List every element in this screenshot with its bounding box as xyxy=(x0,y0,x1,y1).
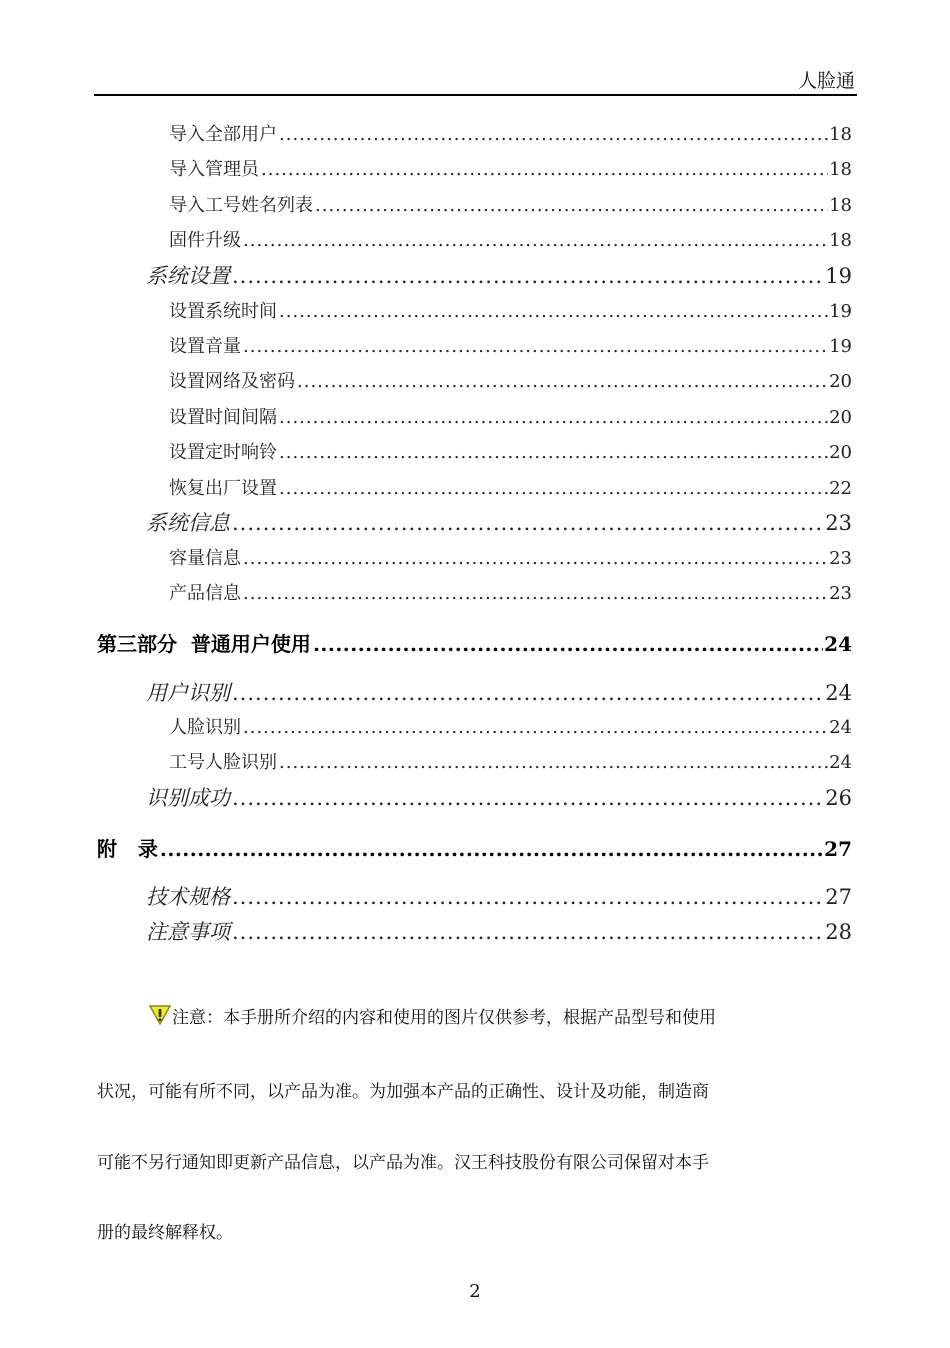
toc-section-label: 系统设置 xyxy=(146,264,230,288)
toc-entry[interactable] xyxy=(0,226,950,252)
toc-entry-label: 产品信息 xyxy=(169,583,241,604)
toc-entry-label: 导入工号姓名列表 xyxy=(169,195,313,216)
toc-entry[interactable] xyxy=(0,438,950,464)
toc-leader-dots xyxy=(243,583,828,604)
notice-line xyxy=(97,1148,709,1173)
toc-leader-dots xyxy=(279,442,828,463)
toc-entry[interactable] xyxy=(0,120,950,146)
toc-section-page: 24 xyxy=(825,681,852,705)
toc-entry[interactable] xyxy=(0,544,950,570)
toc-entry-label: 设置时间间隔 xyxy=(169,407,277,428)
notice-line xyxy=(97,1077,709,1102)
toc-entry-page: 22 xyxy=(829,478,852,499)
toc-leader-dots xyxy=(232,681,824,705)
toc-entry-label: 导入管理员 xyxy=(169,159,259,180)
toc-chapter[interactable] xyxy=(0,833,950,862)
toc-leader-dots xyxy=(232,885,824,909)
toc-chapter[interactable] xyxy=(0,628,950,657)
toc-entry-label: 设置网络及密码 xyxy=(169,371,295,392)
toc-entry-page: 20 xyxy=(829,442,852,463)
toc-entry-label: 设置音量 xyxy=(169,336,241,357)
toc-entry-label: 设置定时响铃 xyxy=(169,442,277,463)
toc-section-label: 用户识别 xyxy=(146,681,230,705)
toc-entry[interactable] xyxy=(0,191,950,217)
toc-leader-dots xyxy=(279,752,828,773)
toc-entry-page: 24 xyxy=(829,752,852,773)
warning-icon xyxy=(149,1004,171,1026)
toc-entry-page: 18 xyxy=(829,230,852,251)
toc-entry-label: 容量信息 xyxy=(169,548,241,569)
toc-leader-dots xyxy=(232,511,824,535)
toc-entry-page: 20 xyxy=(829,371,852,392)
toc-entry-page: 24 xyxy=(829,717,852,738)
toc-leader-dots xyxy=(315,195,828,216)
toc-leader-dots xyxy=(160,837,823,861)
toc-section[interactable] xyxy=(0,916,950,946)
toc-entry-page: 19 xyxy=(829,301,852,322)
toc-entry-page: 18 xyxy=(829,124,852,145)
toc-entry[interactable] xyxy=(0,403,950,429)
toc-entry[interactable] xyxy=(0,367,950,393)
toc-section[interactable] xyxy=(0,507,950,537)
toc-entry[interactable] xyxy=(0,474,950,500)
toc-leader-dots xyxy=(232,920,824,944)
toc-entry-label: 人脸识别 xyxy=(169,717,241,738)
toc-leader-dots xyxy=(279,301,828,322)
toc-leader-dots xyxy=(243,336,828,357)
toc-entry[interactable] xyxy=(0,297,950,323)
toc-entry-label: 工号人脸识别 xyxy=(169,752,277,773)
toc-entry-page: 23 xyxy=(829,583,852,604)
notice-line xyxy=(149,1003,716,1028)
page-number: 2 xyxy=(469,1281,481,1302)
toc-section-page: 26 xyxy=(825,786,852,810)
toc-leader-dots xyxy=(313,632,823,656)
notice-text-line: 可能不另行通知即更新产品信息，以产品为准。汉王科技股份有限公司保留对本手 xyxy=(97,1153,709,1173)
toc-section-label: 系统信息 xyxy=(146,511,230,535)
toc-section-page: 28 xyxy=(825,920,852,944)
toc-leader-dots xyxy=(243,717,828,738)
toc-section[interactable] xyxy=(0,782,950,812)
toc-chapter-page: 24 xyxy=(824,632,852,656)
toc-chapter-label: 第三部分 普通用户使用 xyxy=(97,632,311,656)
toc-leader-dots xyxy=(232,264,824,288)
toc-section-page: 23 xyxy=(825,511,852,535)
toc-section-label: 注意事项 xyxy=(146,920,230,944)
toc-entry[interactable] xyxy=(0,713,950,739)
toc-entry[interactable] xyxy=(0,332,950,358)
toc-section-label: 识别成功 xyxy=(146,786,230,810)
toc-entry-page: 23 xyxy=(829,548,852,569)
header-title: 人脸通 xyxy=(797,70,855,92)
toc-entry-page: 19 xyxy=(829,336,852,357)
notice-text-line: 状况，可能有所不同，以产品为准。为加强本产品的正确性、设计及功能，制造商 xyxy=(97,1082,709,1102)
toc-section[interactable] xyxy=(0,260,950,290)
toc-section-page: 27 xyxy=(825,885,852,909)
toc-entry[interactable] xyxy=(0,579,950,605)
toc-section-label: 技术规格 xyxy=(146,885,230,909)
notice-line xyxy=(97,1218,233,1243)
toc-leader-dots xyxy=(232,786,824,810)
toc-section-page: 19 xyxy=(825,264,852,288)
toc-leader-dots xyxy=(243,230,828,251)
toc-leader-dots xyxy=(297,371,828,392)
notice-text-line: 册的最终解释权。 xyxy=(97,1223,233,1243)
toc-chapter-page: 27 xyxy=(824,837,852,861)
toc-section[interactable] xyxy=(0,677,950,707)
toc-entry-label: 导入全部用户 xyxy=(169,124,277,145)
toc-chapter-label: 附 录 xyxy=(97,837,158,861)
toc-leader-dots xyxy=(279,124,828,145)
toc-leader-dots xyxy=(279,407,828,428)
toc-entry[interactable] xyxy=(0,748,950,774)
toc-entry-page: 20 xyxy=(829,407,852,428)
notice-text-line: 注意：本手册所介绍的内容和使用的图片仅供参考，根据产品型号和使用 xyxy=(172,1008,716,1028)
toc-leader-dots xyxy=(261,159,828,180)
toc-leader-dots xyxy=(243,548,828,569)
toc-leader-dots xyxy=(279,478,828,499)
toc-section[interactable] xyxy=(0,881,950,911)
toc-entry-label: 固件升级 xyxy=(169,230,241,251)
toc-entry-label: 设置系统时间 xyxy=(169,301,277,322)
toc-entry-page: 18 xyxy=(829,159,852,180)
toc-entry-page: 18 xyxy=(829,195,852,216)
toc-entry-label: 恢复出厂设置 xyxy=(169,478,277,499)
page-header xyxy=(94,62,857,96)
toc-entry[interactable] xyxy=(0,155,950,181)
